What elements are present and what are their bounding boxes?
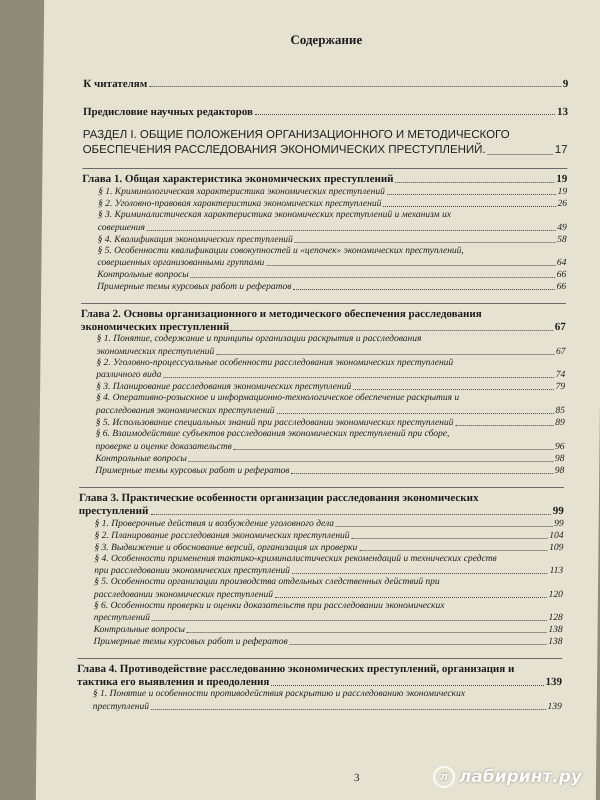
- toc-item: § 4. Квалификация экономических преступлений 58: [97, 234, 567, 245]
- toc-item: § 5. Особенности квалификации совокупностей и «цепочек» экономических преступлений, совершенных организованными группами 64: [97, 245, 567, 269]
- toc-item: § 1. Понятие, содержание и принципы организации раскрытия и расследования экономических преступлений 67: [96, 334, 566, 357]
- chapter-2: Глава 2. Основы организационного и методического обеспечения расследования экономических преступлений 67 § 1. Понятие, содержание и принципы организации раскрытия и расследования экономических преступлений 67 § 2. Уголовно-процессуальные особенности расследования экономических преступлений различного вида 74 § 3. Планирование расследования экономических преступлений 79 § 4. Оперативно-розыскное и информационно-технологическое обеспечение раскрытия и расследования экономических преступлений 85 § 5. Использование специальных знаний при расследовании экономических преступлений 89 § 6. Взаимодействие субъектов расследования экономических преступлений при сборе, проверке и оценке доказательств 96 Контрольные вопросы 98 Примерные темы курсовых работ и рефератов 98: [79, 303, 566, 476]
- toc-item: § 3. Криминалистическая характеристика экономических преступлений и механизм их совершения 49: [97, 210, 567, 233]
- toc-item: Контрольные вопросы 66: [97, 270, 567, 281]
- toc-item: Примерные темы курсовых работ и рефератов 66: [97, 282, 567, 293]
- toc-item: § 5. Использование специальных знаний при расследовании экономических преступлений 89: [95, 417, 565, 428]
- toc-item: § 2. Планирование расследования экономических преступлений 104: [94, 530, 564, 541]
- toc-title: Содержание: [290, 32, 363, 47]
- chapter-title: Глава 1. Общая характеристика экономических преступлений 19: [82, 173, 568, 185]
- toc-entry: К читателям 9: [83, 78, 569, 90]
- book-page: [36, 0, 600, 800]
- chapter-4: Глава 4. Противодействие расследованию экономических преступлений, организация и тактика его выявления и преодоления 139 § 1. Понятие и особенности противодействия раскрытию и расследованию экономических преступлений 139: [77, 658, 563, 713]
- toc-item: § 2. Уголовно-процессуальные особенности расследования экономических преступлений различного вида 74: [96, 357, 566, 381]
- chapter-1: [81, 168, 567, 293]
- chapter-3: Глава 3. Практические особенности организации расследования экономических преступлений 99 § 1. Проверочные действия и возбуждение уголовного дела 99 § 2. Планирование расследования экономических преступлений 104 § 3. Выдвижение и обоснование версий, организация их проверки 109 § 4. Особенности применения тактико-криминалистических рекомендаций и технических средств при расследовании экономических преступлений 113 § 5. Особенности организации производства отдельных следственных действий при расследовании экономических преступлений 120 § 6. Особенности проверки и оценки доказательств при расследовании экономических преступлений 128 Контрольные вопросы 138 Примерные темы курсовых работ и рефератов 138: [77, 487, 564, 649]
- toc-item: § 6. Особенности проверки и оценки доказательств при расследовании экономических преступлений 128: [93, 600, 563, 624]
- toc-item: § 3. Выдвижение и обоснование версий, организация их проверки 109: [94, 542, 564, 553]
- chapter-title: Глава 2. Основы организационного и методического обеспечения расследования: [80, 308, 482, 321]
- toc-item: § 3. Планирование расследования экономических преступлений 79: [96, 382, 566, 393]
- toc-item: § 2. Уголовно-правовая характеристика экономических преступлений 26: [98, 199, 568, 209]
- toc-item: § 4. Оперативно-розыскное и информационно-технологическое обеспечение раскрытия и расследования экономических преступлений 85: [95, 393, 565, 416]
- toc-item: Контрольные вопросы 98: [95, 453, 565, 464]
- toc-item: § 1. Проверочные действия и возбуждение уголовного дела 99: [94, 518, 564, 529]
- watermark: л лабиринт.ру: [433, 766, 582, 788]
- toc-item: Примерные темы курсовых работ и рефератов 98: [95, 465, 565, 476]
- toc-item: § 4. Особенности применения тактико-криминалистических рекомендаций и технических средств при расследовании экономических преступлений 113: [94, 553, 564, 577]
- toc-item: Примерные темы курсовых работ и рефератов 138: [93, 637, 563, 648]
- chapter-title: Глава 4. Противодействие расследованию экономических преступлений, организация и: [77, 663, 515, 676]
- toc-item: § 6. Взаимодействие субъектов расследования экономических преступлений при сборе, проверке и оценке доказательств 96: [95, 428, 565, 452]
- section-heading: РАЗДЕЛ I. ОБЩИЕ ПОЛОЖЕНИЯ ОРГАНИЗАЦИОННОГО И МЕТОДИЧЕСКОГО ОБЕСПЕЧЕНИЯ РАССЛЕДОВАНИЯ ЭКОНОМИЧЕСКИХ ПРЕСТУПЛЕНИЙ. 17: [82, 129, 568, 156]
- toc-item: Контрольные вопросы 138: [93, 625, 563, 636]
- toc-item: § 1. Понятие и особенности противодействия раскрытию и расследованию экономических преступлений 139: [92, 689, 562, 712]
- toc-item: § 5. Особенности организации производства отдельных следственных действий при расследовании экономических преступлений 120: [93, 577, 564, 600]
- toc-item: § 1. Криминологическая характеристика экономических преступлений 19: [98, 187, 568, 197]
- toc-entry: Предисловие научных редакторов 13: [82, 106, 569, 118]
- chapter-title: Глава 3. Практические особенности организации расследования экономических: [78, 491, 479, 504]
- toc: [77, 32, 569, 713]
- page-number: 3: [353, 772, 360, 784]
- labirint-logo-icon: л: [433, 766, 455, 788]
